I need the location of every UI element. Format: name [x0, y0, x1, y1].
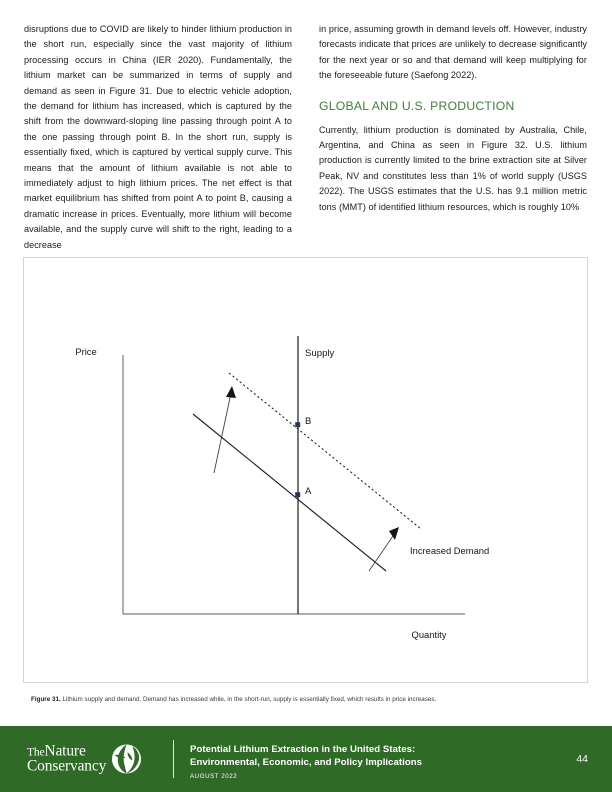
tnc-logo-wordmark — [27, 744, 106, 774]
tnc-logo-nature: Nature — [44, 742, 86, 759]
increased-demand-label: Increased Demand — [410, 545, 490, 556]
upper-shift-arrow — [214, 386, 236, 473]
footer-date: AUGUST 2022 — [190, 773, 238, 780]
left-column-paragraph: disruptions due to COVID are likely to hinder lithium production in the short run, especially since the vast majority of lithium processing occurs in China (IER 2020). Fundamentally, the lithium market can be summarized in terms of supply and demand as seen in Figure 31. Due to electric vehicle adoption, the demand for lithium has increased, which is captured by the shift from the downward-sloping line passing through point A to the one passing through point B. In the short run, supply is essentially fixed, which is captured by vertical supply curve. This means that the amount of lithium available is not able to immediately adjust to high lithium prices. The net effect is that market equilibrium has shifted from point A to point B, causing a dramatic increase in prices. Eventually, more lithium will become available, and the supply curve will shift to the right, leading to a decrease — [24, 24, 292, 250]
x-axis-label: Quantity — [411, 629, 447, 640]
tnc-logo-conservancy: Conservancy — [27, 757, 107, 775]
footer-title-line-2: Environmental, Economic, and Policy Implications — [190, 757, 423, 768]
supply-label: Supply — [305, 348, 335, 359]
lower-shift-arrow — [369, 527, 399, 571]
right-column-paragraph-top: in price, assuming growth in demand levels off. However, industry forecasts indicate that prices are unlikely to decrease significantly for the next year or so and that demand will keep multiplying for the foreseeable future (Saefong 2022). — [319, 24, 587, 81]
section-heading-global-us-production: GLOBAL AND U.S. PRODUCTION — [319, 98, 515, 113]
footer-title-line-1: Potential Lithium Extraction in the United States: — [190, 744, 416, 755]
right-column-paragraph-production: Currently, lithium production is dominated by Australia, Chile, Argentina, and China as seen in Figure 32. U.S. lithium production is currently limited to the brine extraction site at Silver Peak, NV and constitutes less than 1% of world supply (USGS 2022). The USGS estimates that the U.S. has 9.1 million metric tons (MMT) of identified lithium resources, which is roughly 10% — [319, 124, 587, 212]
footer-divider — [173, 740, 174, 778]
tnc-logo — [27, 744, 142, 775]
right-column — [319, 22, 587, 264]
supply-demand-chart — [24, 258, 587, 682]
figure-31-container — [23, 257, 588, 683]
y-axis-label: Price — [75, 346, 97, 357]
increased-demand-curve — [229, 373, 421, 529]
point-a-label: A — [305, 485, 312, 496]
globe-leaf-icon — [111, 744, 142, 775]
point-a-marker — [295, 492, 300, 497]
page-number: 44 — [576, 753, 588, 765]
left-column — [24, 22, 292, 264]
point-b-marker — [295, 422, 300, 427]
body-columns — [24, 22, 588, 264]
figure-caption-label: Figure 31. — [31, 696, 61, 703]
tnc-logo-the: The — [27, 746, 45, 758]
figure-caption — [31, 695, 587, 704]
point-b-label: B — [305, 415, 312, 426]
footer-report-title — [190, 743, 422, 780]
page-footer — [0, 726, 612, 792]
figure-caption-text: Lithium supply and demand. Demand has increased while, in the short-run, supply is essentially fixed, which results in price increases. — [60, 696, 437, 703]
